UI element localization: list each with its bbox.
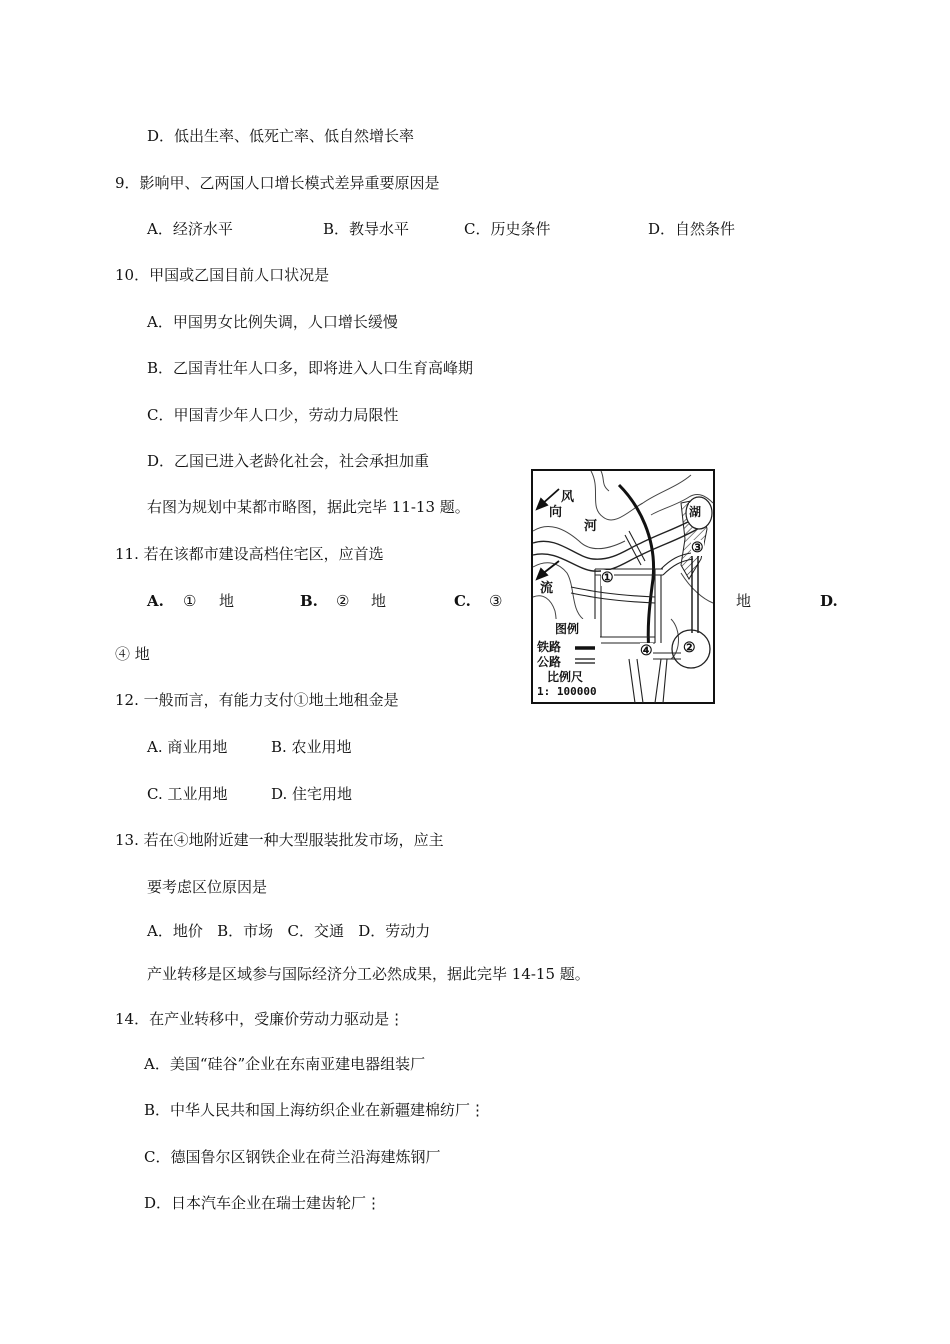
map-legend-title: 图例	[555, 622, 580, 636]
map-legend-scale-label: 比例尺	[547, 670, 584, 684]
q11-option-b-unit: 地	[371, 592, 387, 610]
q12-option-b: B. 农业用地	[271, 738, 352, 756]
map-lake-label: 湖	[689, 505, 702, 519]
q11-option-b-site: ②	[336, 592, 350, 610]
q9-option-b: B．教导水平	[323, 220, 410, 238]
q11-option-d-site: ④ 地	[115, 645, 150, 663]
q11-option-c-site: ③	[489, 592, 503, 610]
q14-option-c: C．德国鲁尔区钢铁企业在荷兰沿海建炼钢厂	[144, 1148, 441, 1166]
map-site-2: ②	[683, 640, 696, 656]
q10-option-d: D．乙国已进入老龄化社会，社会承担加重	[147, 452, 430, 470]
q13-stem-continued: 要考虑区位原因是	[147, 878, 268, 896]
q9-option-c: C．历史条件	[464, 220, 551, 238]
q14-option-d: D．日本汽车企业在瑞士建齿轮厂⋮	[144, 1194, 382, 1212]
q10-stem: 10．甲国或乙国目前人口状况是	[115, 266, 330, 284]
map-site-3: ③	[691, 540, 704, 556]
q11-option-c-label: C.	[454, 592, 471, 610]
q11-option-a-unit: 地	[219, 592, 235, 610]
q11-option-c-unit: 地	[736, 592, 752, 610]
q12-option-a: A. 商业用地	[147, 738, 228, 756]
q11-option-b-label: B.	[300, 592, 318, 610]
q9-option-d: D．自然条件	[648, 220, 736, 238]
map-wind-label-1: 风	[561, 490, 575, 505]
q12-stem: 12. 一般而言，有能力支付①地土地租金是	[115, 691, 399, 709]
q12-option-d: D. 住宅用地	[271, 785, 353, 803]
map-site-4: ④	[640, 643, 653, 659]
q10-option-c: C．甲国青少年人口少，劳动力局限性	[147, 406, 399, 424]
q9-stem: 9．影响甲、乙两国人口增长模式差异重要原因是	[115, 174, 440, 192]
q12-option-c: C. 工业用地	[147, 785, 228, 803]
q14-stem: 14．在产业转移中，受廉价劳动力驱动是⋮	[115, 1010, 405, 1028]
map-river-label-2: 流	[540, 581, 554, 596]
intro-14-15: 产业转移是区域参与国际经济分工必然成果，据此完毕 14-15 题。	[147, 965, 590, 983]
map-legend-rail: 铁路	[537, 640, 562, 654]
q10-option-b: B．乙国青壮年人口多，即将进入人口生育高峰期	[147, 359, 474, 377]
q13-options: A．地价 B．市场 C．交通 D．劳动力	[147, 922, 431, 940]
q8-option-d: D．低出生率、低死亡率、低自然增长率	[147, 127, 415, 145]
q10-option-a: A．甲国男女比例失调，人口增长缓慢	[147, 313, 398, 331]
q11-stem: 11. 若在该都市建设高档住宅区，应首选	[115, 545, 384, 563]
q14-option-b: B．中华人民共和国上海纺织企业在新疆建棉纺厂⋮	[144, 1101, 486, 1119]
map-site-1: ①	[601, 570, 614, 586]
map-legend-road: 公路	[537, 655, 562, 669]
q14-option-a: A．美国“硅谷”企业在东南亚建电器组装厂	[144, 1055, 426, 1073]
q11-option-a-label: A.	[147, 592, 164, 610]
map-legend-scale: 1: 100000	[537, 685, 597, 698]
map-wind-label-2: 向	[549, 505, 563, 520]
q11-option-d-label: D.	[820, 592, 838, 610]
city-plan-map	[531, 469, 715, 704]
intro-11-13: 右图为规划中某都市略图，据此完毕 11-13 题。	[147, 498, 470, 516]
q11-option-a-site: ①	[183, 592, 197, 610]
q13-stem: 13. 若在④地附近建一种大型服装批发市场，应主	[115, 831, 444, 849]
map-river-label-1: 河	[584, 519, 598, 534]
q9-option-a: A．经济水平	[147, 220, 233, 238]
